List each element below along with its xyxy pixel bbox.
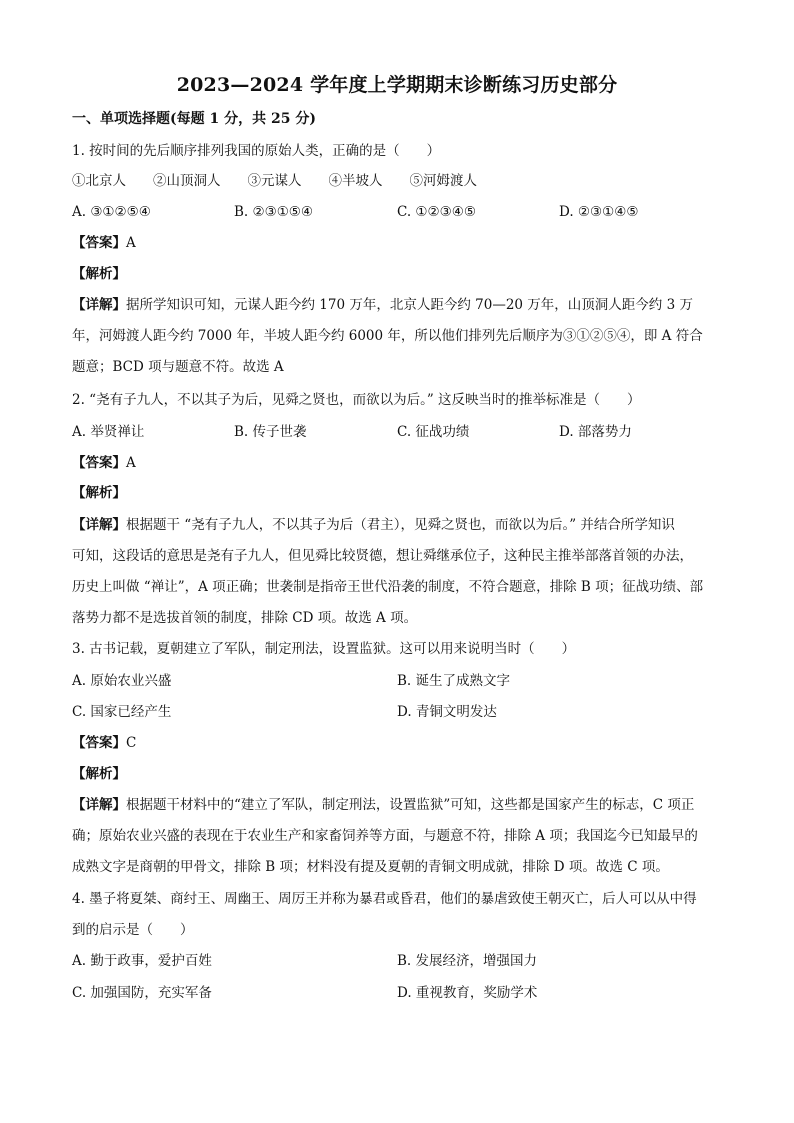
answer-value: A [126,455,136,471]
question-2-option-d: D. 部落势力 [559,424,632,440]
question-1-stem: 1. 按时间的先后顺序排列我国的原始人类，正确的是（ ） [72,143,441,159]
question-3-option-a: A. 原始农业兴盛 [72,673,172,689]
answer-label: 【答案】 [72,455,126,471]
question-4-option-c: C. 加强国防，充实军备 [72,985,212,1001]
question-1-option-d: D. ②③①④⑤ [559,204,639,220]
question-4-option-a: A. 勤于政事，爱护百姓 [72,953,212,969]
question-2-stem: 2. “尧有子九人，不以其子为后，见舜之贤也，而欲以为后。” 这反映当时的推举标准是（ ） [72,392,641,408]
question-2-detail-line-3: 历史上叫做 “禅让”，A 项正确；世袭制是指帝王世代沿袭的制度，不符合题意，排除 B 项；征战功绩、部 [72,579,704,595]
answer-label: 【答案】 [72,235,126,251]
question-1-analysis-label [72,265,126,283]
detail-label: 【详解】 [72,517,126,533]
question-1-answer [72,234,136,252]
question-4-stem-line-2: 到的启示是（ ） [72,922,194,938]
question-4-stem-line-1: 4. 墨子将夏桀、商纣王、周幽王、周厉王并称为暴君或昏君，他们的暴虐致使王朝灭亡，后人可以从中得 [72,891,697,907]
question-3-detail-line-2: 确；原始农业兴盛的表现在于农业生产和家畜饲养等方面，与题意不符，排除 A 项；我国迄今已知最早的 [72,828,698,844]
question-2-analysis-label [72,484,126,502]
question-2-option-a: A. 举贤禅让 [72,424,145,440]
question-1-detail-line-1 [72,296,693,314]
question-3-answer [72,734,136,752]
detail-text: 根据题干 “尧有子九人，不以其子为后（君主），见舜之贤也，而欲以为后。” 并结合所学知识 [126,517,675,533]
question-3-option-d: D. 青铜文明发达 [397,704,497,720]
question-3-option-b: B. 诞生了成熟文字 [397,673,511,689]
analysis-label: 【解析】 [72,485,126,501]
question-2-option-b: B. 传子世袭 [234,424,307,440]
question-1-option-c: C. ①②③④⑤ [397,204,476,220]
detail-label: 【详解】 [72,797,126,813]
detail-text: 据所学知识可知，元谋人距今约 170 万年，北京人距今约 70—20 万年，山顶洞人距今约 3 万 [126,297,693,313]
question-3-detail-line-3: 成熟文字是商朝的甲骨文，排除 B 项；材料没有提及夏朝的青铜文明成就，排除 D 项。故选 C 项。 [72,859,669,875]
answer-value: A [126,235,136,251]
page-title: 2023—2024 学年度上学期期末诊断练习历史部分 [176,74,618,96]
detail-label: 【详解】 [72,297,126,313]
question-4-option-b: B. 发展经济，增强国力 [397,953,538,969]
question-1-option-b: B. ②③①⑤④ [234,204,314,220]
answer-label: 【答案】 [72,735,126,751]
question-2-detail-line-2: 可知，这段话的意思是尧有子九人，但见舜比较贤德，想让舜继承位子，这种民主推举部落首领的办法， [72,548,693,564]
question-3-stem: 3. 古书记载，夏朝建立了军队，制定刑法，设置监狱。这可以用来说明当时（ ） [72,641,576,657]
analysis-label: 【解析】 [72,266,126,282]
question-2-detail-line-4: 落势力都不是选拔首领的制度，排除 CD 项。故选 A 项。 [72,610,418,626]
question-3-detail-line-1 [72,796,694,814]
question-1-items: ①北京人 ②山顶洞人 ③元谋人 ④半坡人 ⑤河姆渡人 [72,173,477,189]
question-1-option-a: A. ③①②⑤④ [72,204,151,220]
question-3-analysis-label [72,765,126,783]
detail-text: 根据题干材料中的“建立了军队，制定刑法，设置监狱”可知，这些都是国家产生的标志，C 项正 [126,797,695,813]
question-2-option-c: C. 征战功绩 [397,424,470,440]
question-2-answer [72,454,136,472]
section-heading: 一、单项选择题(每题 1 分，共 25 分) [72,111,316,127]
question-1-detail-line-3: 题意；BCD 项与题意不符。故选 A [72,359,284,375]
question-2-detail-line-1 [72,516,675,534]
question-3-option-c: C. 国家已经产生 [72,704,172,720]
question-4-option-d: D. 重视教育，奖励学术 [397,985,538,1001]
analysis-label: 【解析】 [72,766,126,782]
answer-value: C [126,735,137,751]
question-1-detail-line-2: 年，河姆渡人距今约 7000 年，半坡人距今约 6000 年，所以他们排列先后顺序为③①②⑤④，即 A 符合 [72,328,703,344]
